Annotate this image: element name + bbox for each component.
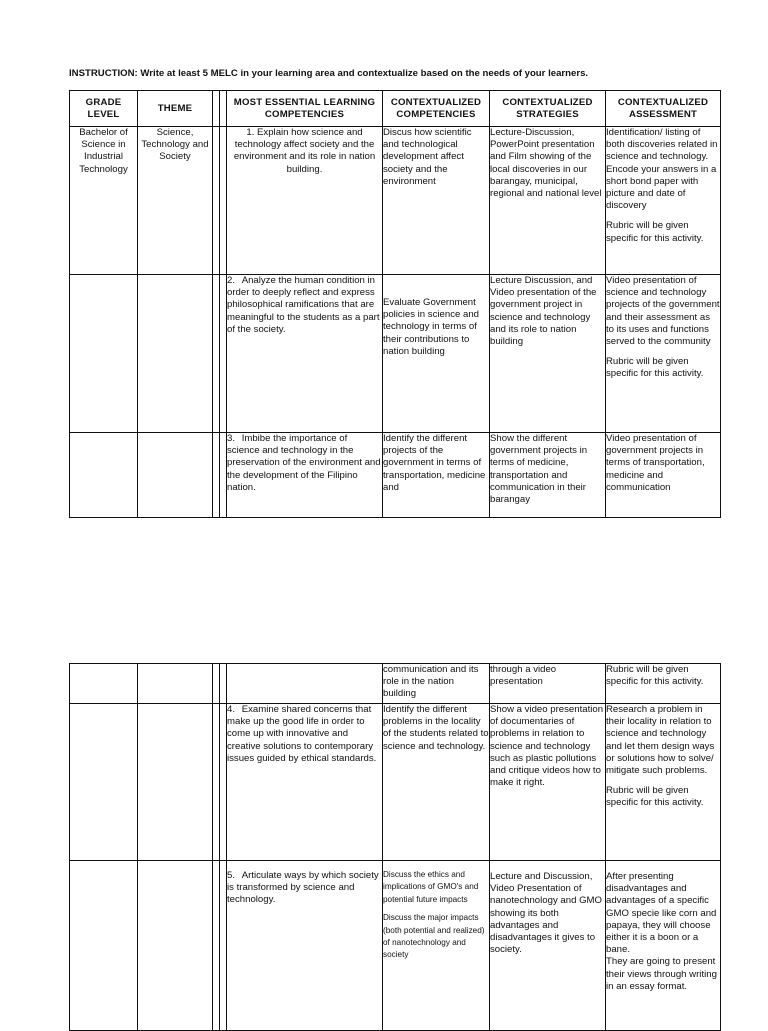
blank-cell [213, 861, 220, 1031]
header-blank-1 [213, 91, 220, 127]
blank-cell [138, 433, 213, 518]
assessment-text: They are going to present their views through writing in an essay format. [606, 956, 717, 992]
table-row [70, 664, 721, 704]
table-row [70, 275, 721, 433]
melc-text: Analyze the human condition in order to deeply reflect and express philosophical ramifications that are meaningful to the students as a part of the society. [227, 275, 380, 335]
blank-cell [213, 275, 220, 433]
competencies-cell: Identify the different projects of the government in terms of transportation, medicine and [383, 433, 490, 518]
melc-cell [227, 433, 383, 518]
competencies-text: Discuss the major impacts (both potential and realized) of nanotechnology and society [383, 913, 485, 960]
melc-number: 3. [227, 433, 236, 444]
blank-cell [70, 275, 138, 433]
header-strategies: CONTEXTUALIZED STRATEGIES [490, 91, 606, 127]
strategies-cell: Lecture Discussion, and Video presentation of the government project in science and technology and its role to nation building [490, 275, 606, 433]
assessment-cell [606, 275, 721, 433]
assessment-cell: Rubric will be given specific for this activity. [606, 664, 721, 704]
header-row [70, 91, 721, 127]
blank-cell [70, 664, 138, 704]
melc-text: Examine shared concerns that make up the good life in order to come up with innovative and creative solutions to contemporary issues guided by ethical standards. [227, 704, 377, 764]
assessment-cell [606, 127, 721, 275]
melc-text: Imbibe the importance of science and technology in the preservation of the environment and the development of the Filipino nation. [227, 433, 381, 493]
melc-cell [227, 704, 383, 861]
assessment-text: After presenting disadvantages and advantages of a specific GMO specie like corn and papaya, they will choose either it is a boon or a bane. [606, 871, 717, 956]
assessment-text: Research a problem in their locality in relation to science and technology and let them design ways or solutions how to solve/ mitigate such problems. [606, 704, 715, 777]
header-blank-2 [220, 91, 227, 127]
blank-cell [220, 275, 227, 433]
blank-cell [220, 127, 227, 275]
melc-text: Articulate ways by which society is transformed by science and technology. [227, 870, 379, 906]
blank-cell [220, 704, 227, 861]
competencies-cell: Evaluate Government policies in science and technology in terms of their contributions to nation building [383, 275, 490, 433]
theme-cell: Science, Technology and Society [138, 127, 213, 275]
blank-cell [220, 433, 227, 518]
table-row [70, 704, 721, 861]
competencies-cell: Discus how scientific and technological development affect society and the environment [383, 127, 490, 275]
table-row [70, 433, 721, 518]
melc-cell [227, 275, 383, 433]
blank-cell [70, 861, 138, 1031]
instruction-text: INSTRUCTION: Write at least 5 MELC in your learning area and contextualize based on the needs of your learners. [69, 68, 589, 79]
blank-cell [138, 704, 213, 861]
assessment-cell: Video presentation of government projects in terms of transportation, medicine and communication [606, 433, 721, 518]
header-competencies: CONTEXTUALIZED COMPETENCIES [383, 91, 490, 127]
blank-cell [220, 664, 227, 704]
blank-cell [138, 664, 213, 704]
header-theme: THEME [138, 91, 213, 127]
table-row [70, 127, 721, 275]
blank-cell [227, 664, 383, 704]
blank-cell [213, 433, 220, 518]
melc-table-part-2 [69, 663, 721, 1031]
melc-number: 2. [227, 275, 236, 286]
melc-cell: 1. Explain how science and technology affect society and the environment and its role in nation building. [227, 127, 383, 275]
header-grade-level: GRADE LEVEL [70, 91, 138, 127]
blank-cell [213, 127, 220, 275]
strategies-cell: Lecture and Discussion, Video Presentation of nanotechnology and GMO showing its both advantages and disadvantages it gives to society. [490, 861, 606, 1031]
blank-cell [213, 704, 220, 861]
assessment-rubric-text: Rubric will be given specific for this activity. [606, 356, 704, 380]
assessment-cell [606, 704, 721, 861]
blank-cell [220, 861, 227, 1031]
blank-cell [70, 433, 138, 518]
competencies-text: Discuss the ethics and implications of GMO's and potential future impacts [383, 870, 479, 904]
assessment-text: Video presentation of science and technology projects of the government and their assessment as to its uses and functions served to the community [606, 275, 720, 348]
blank-cell [138, 275, 213, 433]
strategies-cell: Show the different government projects in terms of medicine, transportation and communication in their barangay [490, 433, 606, 518]
melc-cell [227, 861, 383, 1031]
assessment-cell [606, 861, 721, 1031]
assessment-text: Identification/ listing of both discoveries related in science and technology. Encode your answers in a short bond paper with picture and date of discovery [606, 127, 718, 212]
header-assessment: CONTEXTUALIZED ASSESSMENT [606, 91, 721, 127]
strategies-cell: Lecture-Discussion, PowerPoint presentation and Film showing of the local discoveries in our barangay, municipal, regional and national level [490, 127, 606, 275]
competencies-cell: Identify the different problems in the locality of the students related to science and technology. [383, 704, 490, 861]
blank-cell [213, 664, 220, 704]
melc-table-part-1 [69, 90, 721, 518]
melc-number: 5. [227, 870, 236, 881]
competencies-cell: communication and its role in the nation building [383, 664, 490, 704]
melc-number: 4. [227, 704, 236, 715]
grade-level-cell: Bachelor of Science in Industrial Technology [70, 127, 138, 275]
strategies-cell: Show a video presentation of documentaries of problems in relation to science and technology such as plastic pollutions and critique videos how to make it right. [490, 704, 606, 861]
header-melc: MOST ESSENTIAL LEARNING COMPETENCIES [227, 91, 383, 127]
assessment-rubric-text: Rubric will be given specific for this activity. [606, 220, 704, 244]
blank-cell [70, 704, 138, 861]
blank-cell [138, 861, 213, 1031]
competencies-cell [383, 861, 490, 1031]
table-row [70, 861, 721, 1031]
strategies-cell: through a video presentation [490, 664, 606, 704]
assessment-rubric-text: Rubric will be given specific for this activity. [606, 785, 704, 809]
